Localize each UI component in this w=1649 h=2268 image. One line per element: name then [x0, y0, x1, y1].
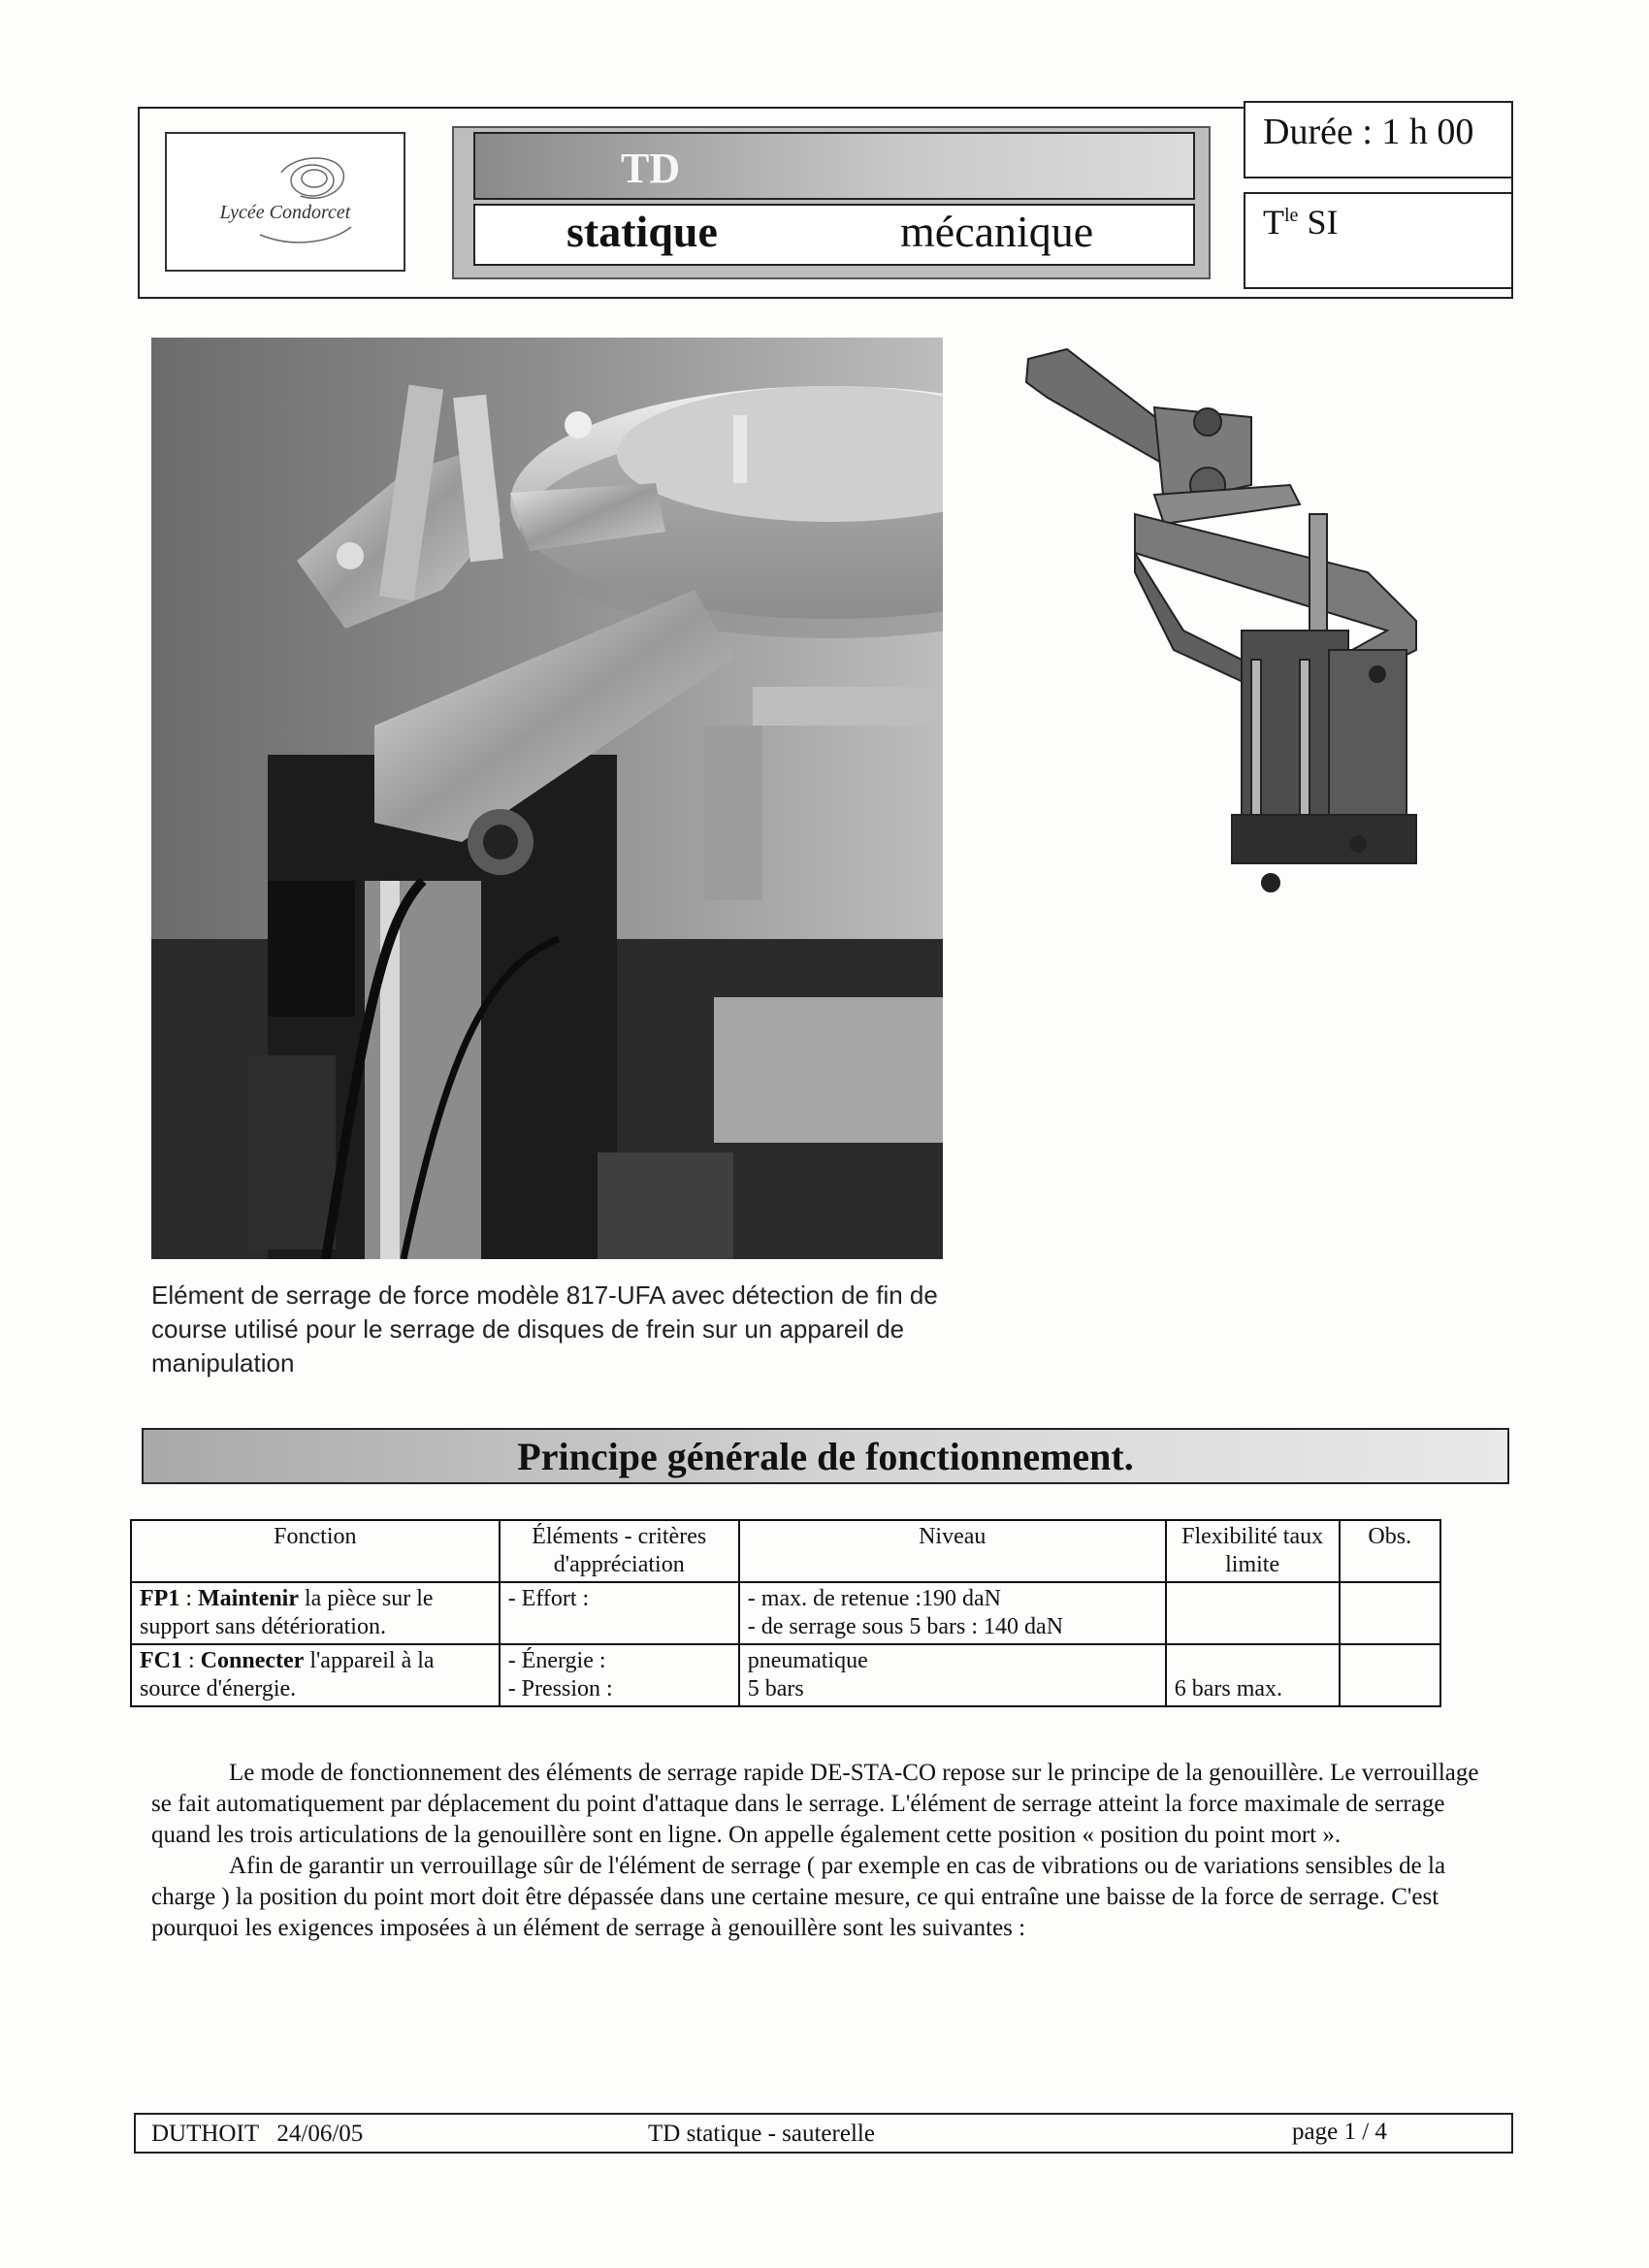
element-line: - Pression :: [507, 1676, 613, 1701]
function-table: [130, 1519, 1441, 1707]
header-fonction: Fonction: [131, 1520, 500, 1582]
class-sup: le: [1284, 205, 1299, 226]
footer-title: TD statique - sauterelle: [648, 2121, 875, 2147]
footer-author-date: DUTHOIT 24/06/05: [151, 2121, 364, 2147]
function-verb: Maintenir: [198, 1586, 299, 1611]
body-text: [151, 1758, 1486, 1944]
cell-niveau: [739, 1644, 1166, 1706]
paragraph: Afin de garantir un verrouillage sûr de l'élément de serrage ( par exemple en cas de vibrations ou de variations sensibles de la charge ) la position du point mort doit être dépassée dans une certaine mesure, ce qui entraîne une baisse de la force de serrage. C'est pourquoi les exigences imposées à un élément de serrage à genouillère sont les suivantes :: [151, 1853, 1446, 1941]
function-text: l'appareil à la source d'énergie.: [140, 1648, 435, 1701]
photo-caption: Elément de serrage de force modèle 817-UFA avec détection de fin de course utilisé pour le serrage de disques de frein sur un appareil de manipulation: [151, 1280, 938, 1377]
header-flexibilite: Flexibilité taux limite: [1166, 1520, 1340, 1582]
clamp-photo: [151, 338, 943, 1259]
cell-fonction: FP1 : Maintenir la pièce sur le support sans détérioration.: [131, 1582, 500, 1644]
header-obs: Obs.: [1340, 1520, 1440, 1582]
title-td-band: [473, 132, 1195, 200]
cell-elements: - Effort :: [500, 1582, 739, 1644]
section-title: Principe générale de fonctionnement.: [517, 1435, 1134, 1478]
table-row: [131, 1644, 1440, 1706]
header-niveau: Niveau: [739, 1520, 1166, 1582]
cell-elements: [500, 1644, 739, 1706]
subject-title: statique: [566, 207, 718, 256]
table-row: [131, 1582, 1440, 1644]
niveau-line: 5 bars: [747, 1676, 804, 1701]
niveau-line: - max. de retenue :190 daN: [747, 1586, 1002, 1611]
function-text: la pièce sur le support sans détérioration.: [140, 1586, 434, 1639]
clamp-cad-render: [1009, 340, 1426, 902]
school-logo: [165, 132, 405, 272]
class-main: T: [1263, 203, 1284, 242]
class-suffix: SI: [1298, 203, 1339, 242]
niveau-line: - de serrage sous 5 bars : 140 daN: [747, 1614, 1064, 1639]
header-elements: Éléments - critères d'appréciation: [500, 1520, 739, 1582]
function-code: FC1: [140, 1648, 182, 1673]
function-code: FP1: [140, 1586, 180, 1611]
niveau-line: pneumatique: [747, 1648, 868, 1673]
cell-obs: [1340, 1644, 1440, 1706]
class-text: [1263, 202, 1338, 243]
cell-niveau: [739, 1582, 1166, 1644]
table-header-row: [131, 1520, 1440, 1582]
cell-obs: [1340, 1582, 1440, 1644]
logo-text: Lycée Condorcet: [219, 202, 351, 223]
element-line: - Énergie :: [507, 1648, 606, 1673]
cell-flexibilite: [1166, 1582, 1340, 1644]
function-verb: Connecter: [200, 1648, 305, 1673]
domain-title: mécanique: [900, 207, 1094, 256]
duration-text: Durée : 1 h 00: [1263, 112, 1474, 152]
td-label: TD: [621, 145, 681, 192]
paragraph: Le mode de fonctionnement des éléments de serrage rapide DE-STA-CO repose sur le principe de la genouillère. Le verrouillage se fait automatiquement par déplacement du point d'attaque dans le serrage. L'élément de serrage atteint la force maximale de serrage quand les trois articulations de la genouillère sont en ligne. On appelle également cette position « position du point mort ».: [151, 1760, 1479, 1848]
cell-flexibilite: 6 bars max.: [1166, 1644, 1340, 1706]
cell-fonction: FC1 : Connecter l'appareil à la source d'énergie.: [131, 1644, 500, 1706]
footer-page-number: page 1 / 4: [1292, 2119, 1387, 2145]
